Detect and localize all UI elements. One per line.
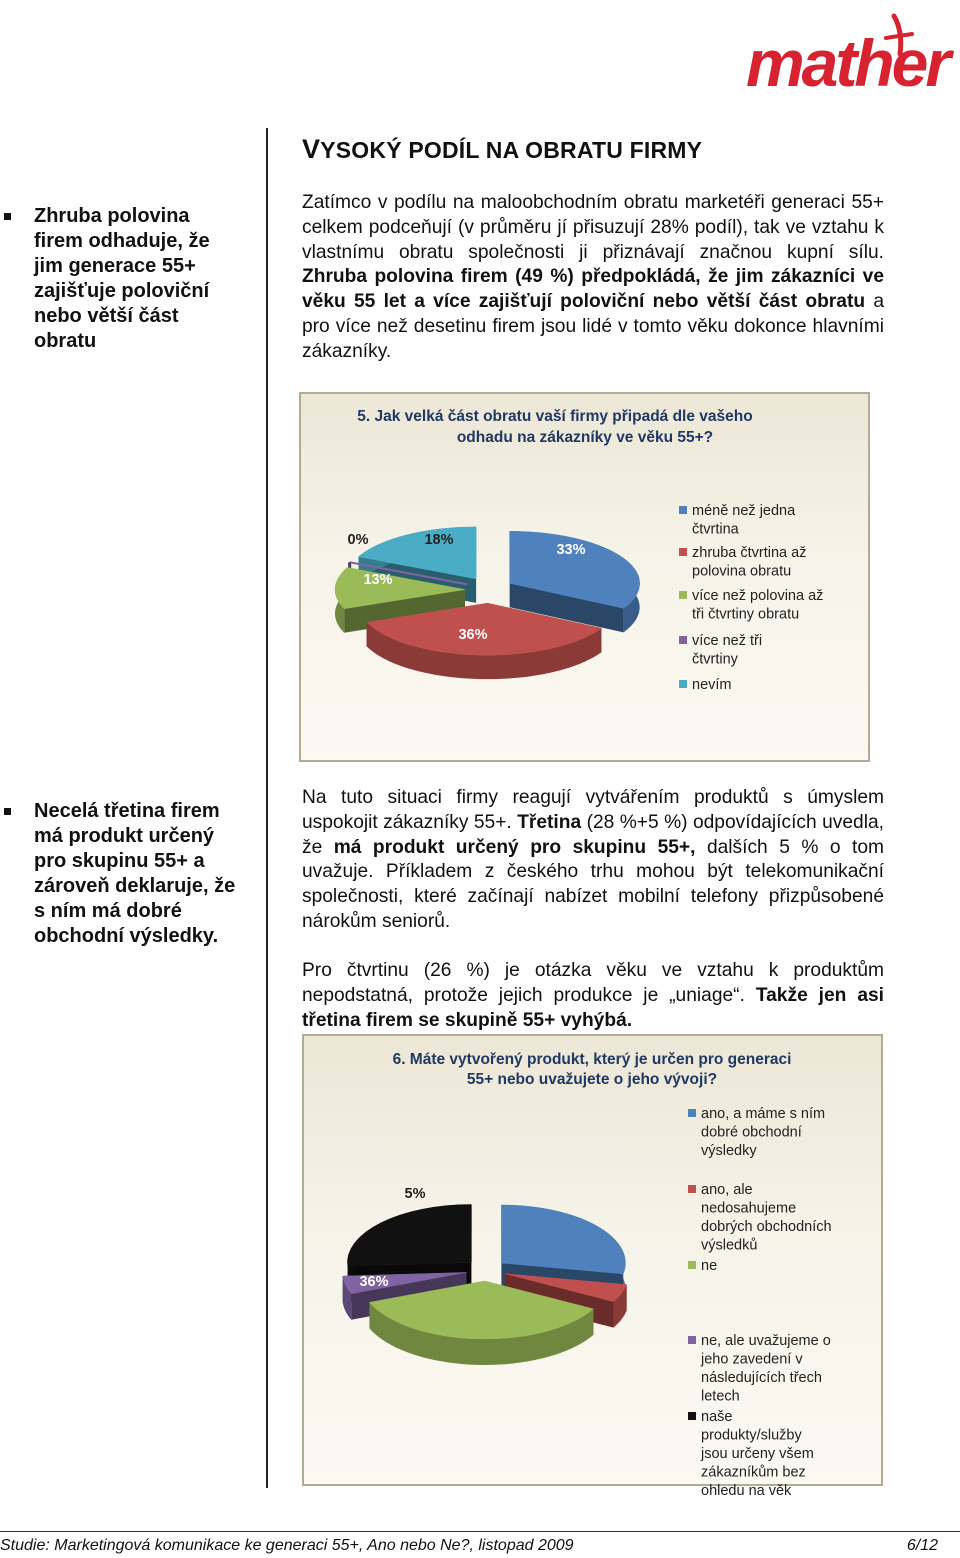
legend-item-2 xyxy=(679,545,806,580)
p3-text-b: Takže jen asi třetina firem se skupině 55+ vyhýbá. xyxy=(302,984,884,1031)
legend-item-5 xyxy=(679,677,732,693)
legend-label: méně než jedna čtvrtina xyxy=(692,503,796,538)
legend-item-1 xyxy=(679,503,796,538)
p2-text-c: (28 %+5 %) odpovídajících uvedla, že xyxy=(302,811,884,858)
pie-label-1: 33% xyxy=(556,542,586,558)
legend-label: ano, ale nedosahujeme dobrých obchodních výsledků xyxy=(701,1182,832,1254)
chart-product-55plus xyxy=(302,1034,883,1499)
page-title xyxy=(302,134,702,165)
side-note-1-text: Zhruba polovina firem odhaduje, že jim generace 55+ zajišťuje poloviční nebo větší část obratu xyxy=(34,205,210,352)
page-footer xyxy=(0,1531,960,1558)
legend-item-3 xyxy=(679,588,823,623)
p3-text-a: Pro čtvrtinu (26 %) je otázka věku ve vztahu k produktům nepodstatná, protože jejich produkce je „uniage“. xyxy=(302,960,884,1006)
legend-label: zhruba čtvrtina až polovina obratu xyxy=(692,545,807,580)
p2-text-b: Třetina xyxy=(517,811,582,833)
pie-label-4: 5% xyxy=(404,1186,426,1202)
p2-text-d: má produkt určený pro skupinu 55+, xyxy=(333,836,696,858)
p2-text-a: Na tuto situaci firmy reagují vytvářením produktů s úmyslem uspokojit zákazníky 55+. xyxy=(302,787,884,833)
pie-label-5: 18% xyxy=(424,532,454,548)
chart-2-svg xyxy=(304,1036,881,1499)
legend-swatch xyxy=(688,1336,696,1344)
p1-text-a: Zatímco v podílu na maloobchodním obratu marketéři generaci 55+ celkem podceňují (v průměru jí přisuzují 28% podíl), tak ve vztahu k vlastnímu obratu společnosti ji přiznávají značnou kupní sílu. xyxy=(302,192,884,263)
chart-2-title-line-2: 55+ nebo uvažujete o jeho vývoji? xyxy=(466,1071,718,1088)
p1-text-c: a pro více než desetinu firem jsou lidé v tomto věku dokonce hlavními zákazníky. xyxy=(302,291,884,362)
logo-text: mather xyxy=(746,26,949,100)
legend-item-4 xyxy=(688,1333,831,1405)
legend-swatch xyxy=(688,1412,696,1420)
legend-label: více než tři čtvrtiny xyxy=(692,633,763,668)
legend-item-3 xyxy=(688,1258,717,1274)
legend-item-1 xyxy=(688,1106,825,1159)
legend-label: ne, ale uvažujeme o jeho zavedení v následujících třech letech xyxy=(701,1333,831,1405)
legend-label: více než polovina až tři čtvrtiny obratu xyxy=(692,588,824,623)
chart-1-svg xyxy=(301,394,868,760)
pie-label-4: 0% xyxy=(347,532,369,548)
paragraph-1 xyxy=(302,191,884,365)
legend-swatch xyxy=(688,1261,696,1269)
legend-swatch xyxy=(679,680,687,688)
bullet-icon xyxy=(4,213,11,220)
legend-swatch xyxy=(688,1109,696,1117)
title-rest: YSOKÝ PODÍL NA OBRATU FIRMY xyxy=(320,137,703,163)
legend-item-2 xyxy=(688,1182,832,1254)
pie-label-3: 13% xyxy=(363,572,393,588)
chart-1-title-line-1: 5. Jak velká část obratu vaší firmy připadá dle vašeho xyxy=(357,408,753,425)
legend-swatch xyxy=(679,548,687,556)
bullet-icon xyxy=(4,808,11,815)
legend-swatch xyxy=(688,1185,696,1193)
chart-1-title-line-2: odhadu na zákazníky ve věku 55+? xyxy=(456,429,714,446)
legend-item-5 xyxy=(688,1409,814,1499)
p1-text-b: Zhruba polovina firem (49 %) předpokládá, že jim zákazníci ve věku 55 let a více zajišťují poloviční nebo větší část obratu xyxy=(302,266,884,313)
mather-logo xyxy=(744,8,956,98)
legend-item-4 xyxy=(679,633,762,668)
legend-label: ano, a máme s ním dobré obchodní výsledky xyxy=(701,1106,826,1159)
legend-swatch xyxy=(679,591,687,599)
paragraph-2 xyxy=(302,786,884,935)
footer-study-title: Studie: Marketingová komunikace ke generaci 55+, Ano nebo Ne?, listopad 2009 xyxy=(0,1537,574,1554)
title-initial: V xyxy=(302,134,321,164)
column-divider xyxy=(266,128,268,1488)
chart-2-title-line-1: 6. Máte vytvořený produkt, který je určen pro generaci xyxy=(392,1051,792,1068)
side-note-2-text: Necelá třetina firem má produkt určený pro skupinu 55+ a zároveň deklaruje, že s ním má dobré obchodní výsledky. xyxy=(34,800,236,947)
pie-label-3: 36% xyxy=(359,1274,389,1290)
legend-swatch xyxy=(679,506,687,514)
legend-label: ne xyxy=(701,1258,718,1274)
page-number: 6/12 xyxy=(906,1537,938,1554)
pie-label-2: 36% xyxy=(458,627,488,643)
legend-label: naše produkty/služby jsou určeny všem zákazníkům bez ohledu na věk xyxy=(701,1409,814,1499)
paragraph-3 xyxy=(302,959,884,1033)
chart-turnover-share xyxy=(299,392,870,762)
legend-label: nevím xyxy=(692,677,732,693)
p2-text-e: dalších 5 % o tom uvažuje. Příkladem z českého trhu mohou být telekomunikační společnosti, které začínají nabízet mobilní telefony přizpůsobené nárokům seniorů. xyxy=(302,836,884,932)
legend-swatch xyxy=(679,636,687,644)
